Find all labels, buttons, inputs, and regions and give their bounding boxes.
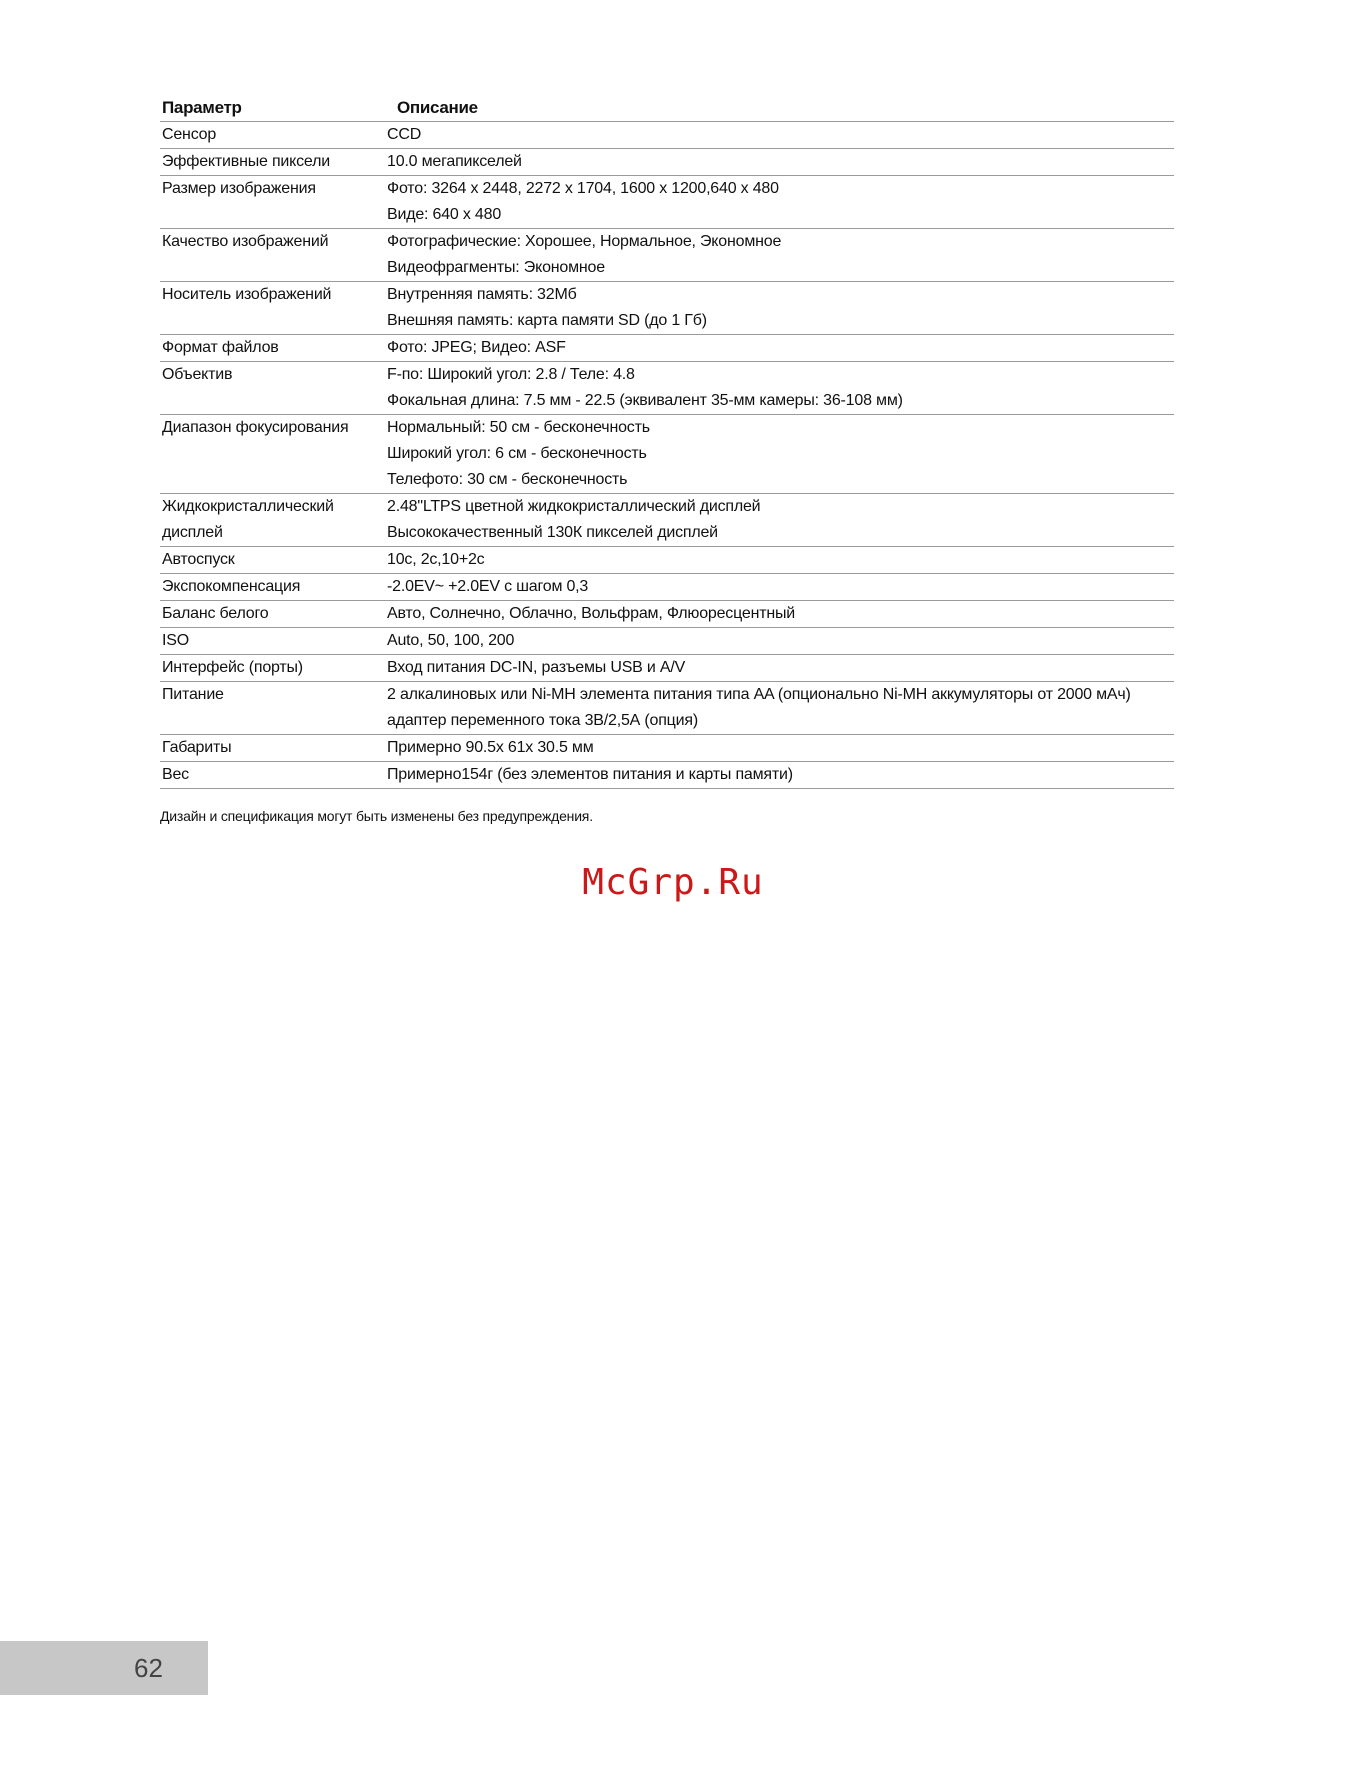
row-param: Питание [160,682,385,735]
description-line: Фото: JPEG; Видео: ASF [387,339,566,356]
row-description [385,762,1174,789]
table-row [160,362,1174,415]
description-line: Фото: 3264 x 2448, 2272 x 1704, 1600 x 1200,640 x 480 [387,180,779,197]
page-number: 62 [134,1653,163,1683]
table-row [160,682,1174,735]
footnote: Дизайн и спецификация могут быть изменены без предупреждения. [160,808,593,824]
table-row [160,335,1174,362]
description-line: адаптер переменного тока 3В/2,5А (опция) [387,712,698,729]
row-param: Качество изображений [160,229,385,282]
table-row [160,494,1174,547]
description-line: Нормальный: 50 см - бесконечность [387,419,650,436]
table-header-row [160,96,1174,122]
row-description [385,735,1174,762]
description-line: Авто, Солнечно, Облачно, Вольфрам, Флюоресцентный [387,605,796,622]
row-description [385,335,1174,362]
description-line: 10с, 2с,10+2с [387,551,485,568]
description-line: CCD [387,126,422,143]
row-description [385,574,1174,601]
row-param: Габариты [160,735,385,762]
table-row [160,735,1174,762]
table-row [160,176,1174,229]
desc-column-header: Описание [385,96,1174,122]
row-param: ISO [160,628,385,655]
row-description [385,176,1174,229]
row-description [385,682,1174,735]
table-row [160,655,1174,682]
watermark: McGrp.Ru [582,862,764,903]
description-line: Внутренняя память: 32Мб [387,286,577,303]
description-line: Примерно 90.5x 61x 30.5 мм [387,739,594,756]
row-param: Формат файлов [160,335,385,362]
spec-table-wrap [160,96,1174,789]
description-line: 2 алкалиновых или Ni-MH элемента питания типа AA (опционально Ni-MH аккумуляторы от 2000 мАч) [387,686,1131,703]
row-param: Интерфейс (порты) [160,655,385,682]
row-description [385,122,1174,149]
row-description [385,415,1174,494]
description-line: Видеофрагменты: Экономное [387,259,605,276]
row-param: Сенсор [160,122,385,149]
table-row [160,229,1174,282]
spec-table-body [160,122,1174,789]
row-param: Носитель изображений [160,282,385,335]
row-description [385,547,1174,574]
description-line: F-по: Широкий угол: 2.8 / Теле: 4.8 [387,366,635,383]
row-param: Баланс белого [160,601,385,628]
description-line: Примерно154г (без элементов питания и карты памяти) [387,766,793,783]
description-line: -2.0EV~ +2.0EV с шагом 0,3 [387,578,589,595]
row-description [385,628,1174,655]
description-line: Внешняя память: карта памяти SD (до 1 Гб) [387,312,707,329]
table-row [160,122,1174,149]
description-line: Auto, 50, 100, 200 [387,632,515,649]
description-line: Фотографические: Хорошее, Нормальное, Экономное [387,233,782,250]
row-description [385,655,1174,682]
row-description [385,282,1174,335]
spec-table [160,96,1174,789]
description-line: Вход питания DC-IN, разъемы USB и A/V [387,659,686,676]
table-row [160,415,1174,494]
table-row [160,282,1174,335]
table-row [160,149,1174,176]
description-line: Широкий угол: 6 см - бесконечность [387,445,647,462]
param-column-header: Параметр [160,96,385,122]
row-description [385,494,1174,547]
row-description [385,149,1174,176]
table-row [160,574,1174,601]
row-description [385,362,1174,415]
description-line: Виде: 640 x 480 [387,206,502,223]
row-param: Объектив [160,362,385,415]
description-line: Высококачественный 130К пикселей дисплей [387,524,718,541]
row-param: Экспокомпенсация [160,574,385,601]
description-line: 2.48"LTPS цветной жидкокристаллический дисплей [387,498,761,515]
description-line: Фокальная длина: 7.5 мм - 22.5 (эквивалент 35-мм камеры: 36-108 мм) [387,392,903,409]
row-param: Размер изображения [160,176,385,229]
table-row [160,628,1174,655]
description-line: Телефото: 30 см - бесконечность [387,471,628,488]
table-row [160,601,1174,628]
row-param: Диапазон фокусирования [160,415,385,494]
row-param: Автоспуск [160,547,385,574]
row-description [385,601,1174,628]
description-line: 10.0 мегапикселей [387,153,522,170]
row-description [385,229,1174,282]
row-param: Вес [160,762,385,789]
table-row [160,547,1174,574]
row-param: Жидкокристаллический дисплей [160,494,385,547]
row-param: Эффективные пиксели [160,149,385,176]
table-row [160,762,1174,789]
